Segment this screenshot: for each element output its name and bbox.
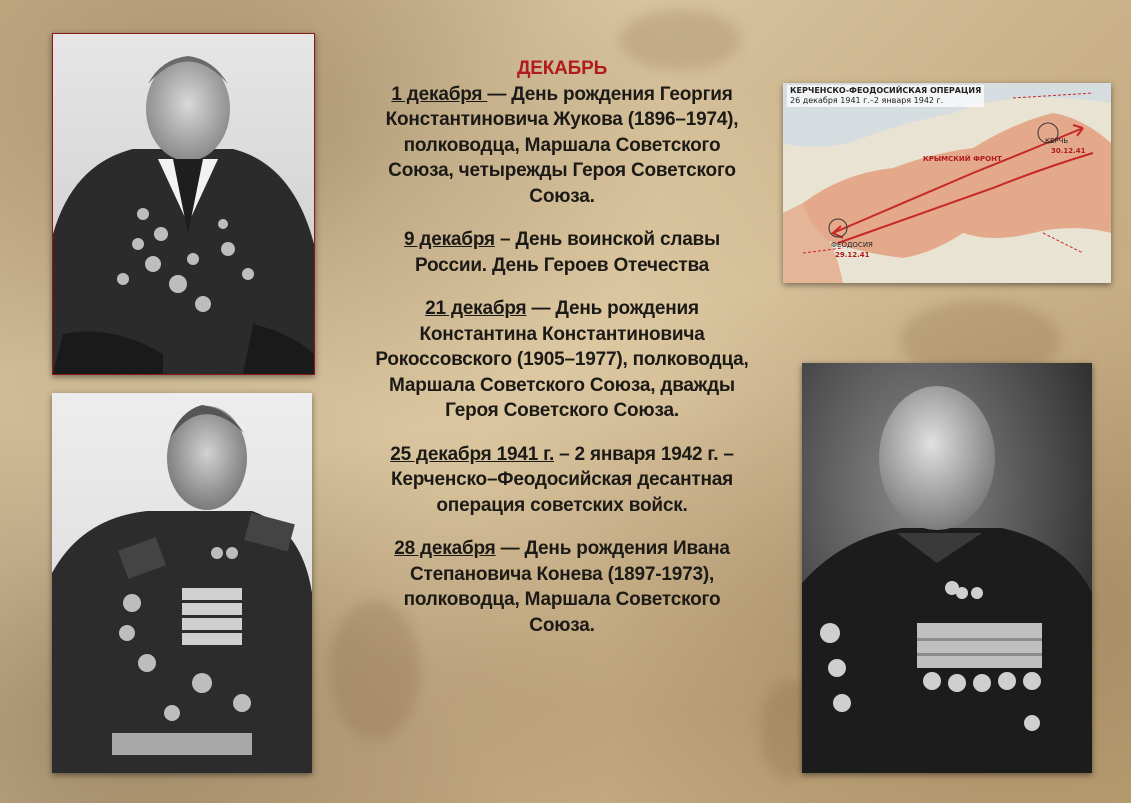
- map-caption: [787, 85, 984, 107]
- event-zhukov: [372, 82, 752, 210]
- map-caption-dates: 26 декабря 1941 г.–2 января 1942 г.: [790, 96, 944, 105]
- event-kerch-operation: [372, 442, 752, 519]
- event-text: — День рождения Ивана Степановича Конева (1897-1973), полководца, Маршала Советского Союза.: [403, 538, 730, 636]
- event-heroes-day: [372, 227, 752, 278]
- rokossovsky-portrait: [52, 393, 312, 773]
- event-text: – 2 января 1942 г. – Керченско–Феодосийская десантная операция советских войск.: [390, 443, 734, 516]
- event-date: 1 декабря: [391, 83, 488, 105]
- event-date: 9 декабря: [403, 229, 495, 250]
- map-label-kerch: КЕРЧЬ: [1045, 137, 1069, 145]
- event-konev: [372, 536, 752, 638]
- map-label-feodosia: ФЕОДОСИЯ: [831, 241, 873, 249]
- event-text: — День рождения Георгия Константиновича Жукова (1896–1974), полководца, Маршала Советского Союза, четырежды Героя Советского Союза.: [385, 83, 739, 207]
- event-date: 28 декабря: [394, 538, 496, 559]
- calendar-text: [372, 56, 752, 656]
- map-label-kerch-date: 30.12.41: [1051, 147, 1086, 155]
- event-date: 25 декабря 1941 г.: [390, 443, 555, 465]
- map-caption-title: КЕРЧЕНСКО-ФЕОДОСИЙСКАЯ ОПЕРАЦИЯ: [790, 86, 982, 95]
- event-text: – День воинской славы России. День Героев Отечества: [414, 229, 721, 276]
- zhukov-portrait: [52, 33, 315, 375]
- event-date: 21 декабря: [425, 298, 527, 319]
- map-label-feodosia-date: 29.12.41: [835, 251, 870, 259]
- event-text: — День рождения Константина Константиновича Рокоссовского (1905–1977), полководца, Маршала Советского Союза, дважды Героя Советского Союза.: [375, 298, 749, 421]
- konev-portrait: [802, 363, 1092, 773]
- kerch-feodosia-operation-map: [783, 83, 1111, 283]
- map-label-front: КРЫМСКИЙ ФРОНТ: [923, 155, 1002, 163]
- event-rokossovsky: [372, 296, 752, 424]
- month-title: ДЕКАБРЬ: [516, 58, 608, 79]
